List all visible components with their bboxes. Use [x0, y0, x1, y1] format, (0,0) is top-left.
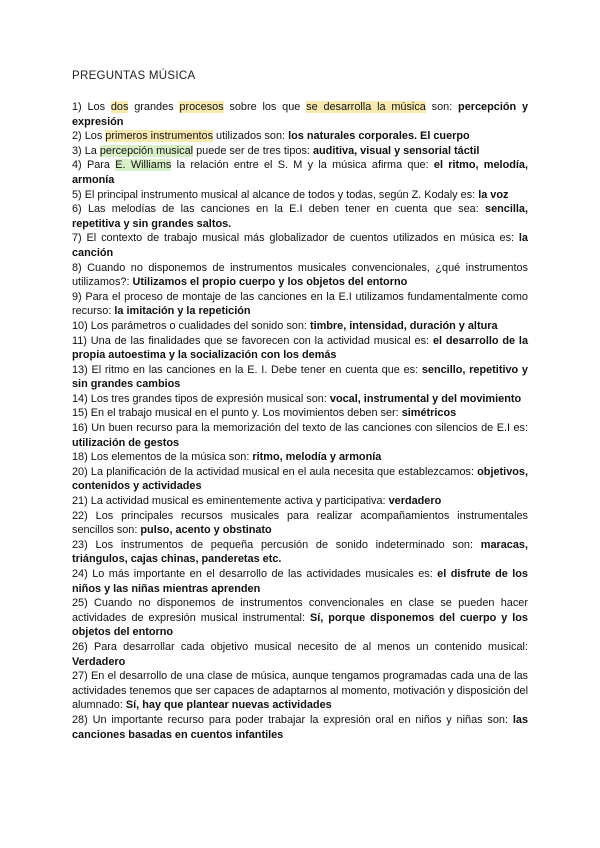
answer-text: auditiva, visual y sensorial táctil: [312, 144, 480, 157]
question-item: [72, 261, 528, 290]
page-title: PREGUNTAS MÚSICA: [72, 70, 196, 82]
question-text: 9) Para el proceso de montaje de las canciones en la E.I utilizamos fundamentalmente como recurso:: [72, 290, 528, 318]
answer-text: la imitación y la repetición: [114, 305, 251, 318]
answer-text: la voz: [478, 188, 509, 201]
answer-text: verdadero: [388, 495, 442, 508]
answer-text: maracas, triángulos, cajas chinas, panderetas etc.: [72, 538, 528, 566]
highlighted-text: procesos: [179, 101, 224, 113]
answer-text: Verdadero: [72, 655, 126, 668]
question-text: 6) Las melodías de las canciones en la E.I deben tener en cuenta que sea:: [72, 203, 486, 216]
question-text: 11) Una de las finalidades que se favorecen con la actividad musical es:: [72, 334, 433, 347]
answer-text: pulso, acento y obstinato: [140, 524, 272, 537]
question-text: 24) Lo más importante en el desarrollo de las actividades musicales es:: [72, 568, 438, 580]
question-text: 23) Los instrumentos de pequeña percusión de sonido indeterminado son:: [72, 538, 481, 551]
question-text: 20) La planificación de la actividad musical en el aula necesita que establezcamos:: [72, 465, 478, 478]
question-item: [72, 363, 528, 392]
question-text: 26) Para desarrollar cada objetivo musical necesito de al menos un contenido musical:: [72, 640, 528, 653]
answer-text: percepción y expresión: [72, 101, 529, 128]
question-item: [72, 392, 528, 407]
question-text: 3) La: [72, 144, 100, 157]
answer-text: objetivos, contenidos y actividades: [72, 465, 528, 493]
question-text: son:: [425, 101, 459, 113]
question-text: 18) Los elementos de la música son:: [72, 451, 253, 464]
question-text: puede ser de tres tipos:: [193, 144, 313, 157]
question-text: 14) Los tres grandes tipos de expresión musical son:: [72, 392, 330, 405]
answer-text: Utilizamos el propio cuerpo y los objetos del entorno: [132, 276, 408, 289]
highlighted-text: E. Williams: [115, 159, 172, 172]
question-text: 25) Cuando no disponemos de instrumentos convencionales en clase se pueden hacer actividades de expresión musical instrumental:: [72, 597, 528, 624]
question-item: [72, 421, 528, 450]
question-item: [72, 144, 528, 159]
answer-text: simétricos: [401, 407, 457, 420]
question-item: [72, 509, 528, 538]
answer-text: la canción: [72, 232, 528, 259]
answer-text: Sí, hay que plantear nuevas actividades: [125, 699, 332, 712]
question-text: 16) Un buen recurso para la memorización del texto de las canciones con silencios de E.I es:: [72, 422, 528, 435]
highlighted-text: percepción musical: [99, 144, 194, 157]
question-item: [72, 567, 528, 596]
question-item: [72, 465, 528, 494]
answer-text: utilización de gestos: [72, 436, 180, 449]
question-text: la relación entre el S. M y la música afirma que:: [171, 159, 434, 172]
question-item: [72, 188, 528, 203]
highlighted-text: dos: [110, 101, 129, 113]
question-item: [72, 319, 528, 334]
question-text: 2) Los: [72, 130, 106, 143]
question-text: 10) Los parámetros o cualidades del sonido son:: [72, 319, 310, 332]
question-item: [72, 158, 528, 187]
question-item: [72, 596, 528, 640]
question-list: [72, 100, 528, 742]
answer-text: el ritmo, melodía, armonía: [72, 159, 528, 186]
question-item: [72, 202, 528, 231]
answer-text: el desarrollo de la propia autoestima y la socialización con los demás: [72, 334, 528, 362]
answer-text: sencillo, repetitivo y sin grandes cambios: [72, 363, 528, 391]
answer-text: las canciones basadas en cuentos infantiles: [72, 713, 528, 741]
question-text: sobre los que: [223, 101, 307, 113]
answer-text: ritmo, melodía y armonía: [252, 451, 382, 464]
question-item: [72, 494, 528, 509]
question-text: utilizados son:: [213, 130, 289, 143]
question-item: [72, 640, 528, 669]
answer-text: el disfrute de los niños y las niñas mientras aprenden: [72, 568, 528, 595]
question-text: 21) La actividad musical es eminentemente activa y participativa:: [72, 495, 389, 508]
question-item: [72, 450, 528, 465]
answer-text: timbre, intensidad, duración y altura: [309, 319, 498, 332]
answer-text: los naturales corporales. El cuerpo: [288, 130, 470, 143]
question-item: [72, 100, 528, 129]
question-text: 7) El contexto de trabajo musical más globalizador de cuentos utilizados en música es:: [72, 232, 519, 245]
question-item: [72, 290, 528, 319]
question-text: 28) Un importante recurso para poder trabajar la expresión oral en niños y niñas son:: [72, 713, 513, 726]
question-text: 22) Los principales recursos musicales para realizar acompañamientos instrumentales sencillos son:: [72, 509, 528, 537]
question-text: 5) El principal instrumento musical al alcance de todos y todas, según Z. Kodaly es:: [72, 188, 479, 201]
question-text: 27) En el desarrollo de una clase de música, aunque tengamos programadas cada una de las actividades tenemos que ser capaces de adaptarnos al momento, motivación y disposición del alumnado:: [72, 670, 528, 712]
highlighted-text: se desarrolla la música: [306, 101, 426, 113]
question-text: 1) Los: [72, 101, 111, 113]
highlighted-text: primeros instrumentos: [105, 130, 214, 143]
question-text: 13) El ritmo en las canciones en la E. I. Debe tener en cuenta que es:: [72, 363, 422, 376]
question-item: [72, 713, 528, 742]
question-item: [72, 538, 528, 567]
answer-text: Sí, porque disponemos del cuerpo y los objetos del entorno: [72, 611, 528, 639]
question-text: 8) Cuando no disponemos de instrumentos musicales convencionales, ¿qué instrumentos utilizamos?:: [72, 261, 528, 289]
question-item: [72, 669, 528, 713]
question-item: [72, 231, 528, 260]
question-item: [72, 129, 528, 144]
answer-text: vocal, instrumental y del movimiento: [329, 392, 522, 405]
answer-text: sencilla, repetitiva y sin grandes saltos.: [72, 203, 528, 230]
question-item: [72, 406, 528, 421]
question-item: [72, 334, 528, 363]
question-text: 4) Para: [72, 159, 116, 172]
question-text: grandes: [128, 101, 180, 113]
question-text: 15) En el trabajo musical en el punto y. Los movimientos deben ser:: [72, 407, 402, 420]
